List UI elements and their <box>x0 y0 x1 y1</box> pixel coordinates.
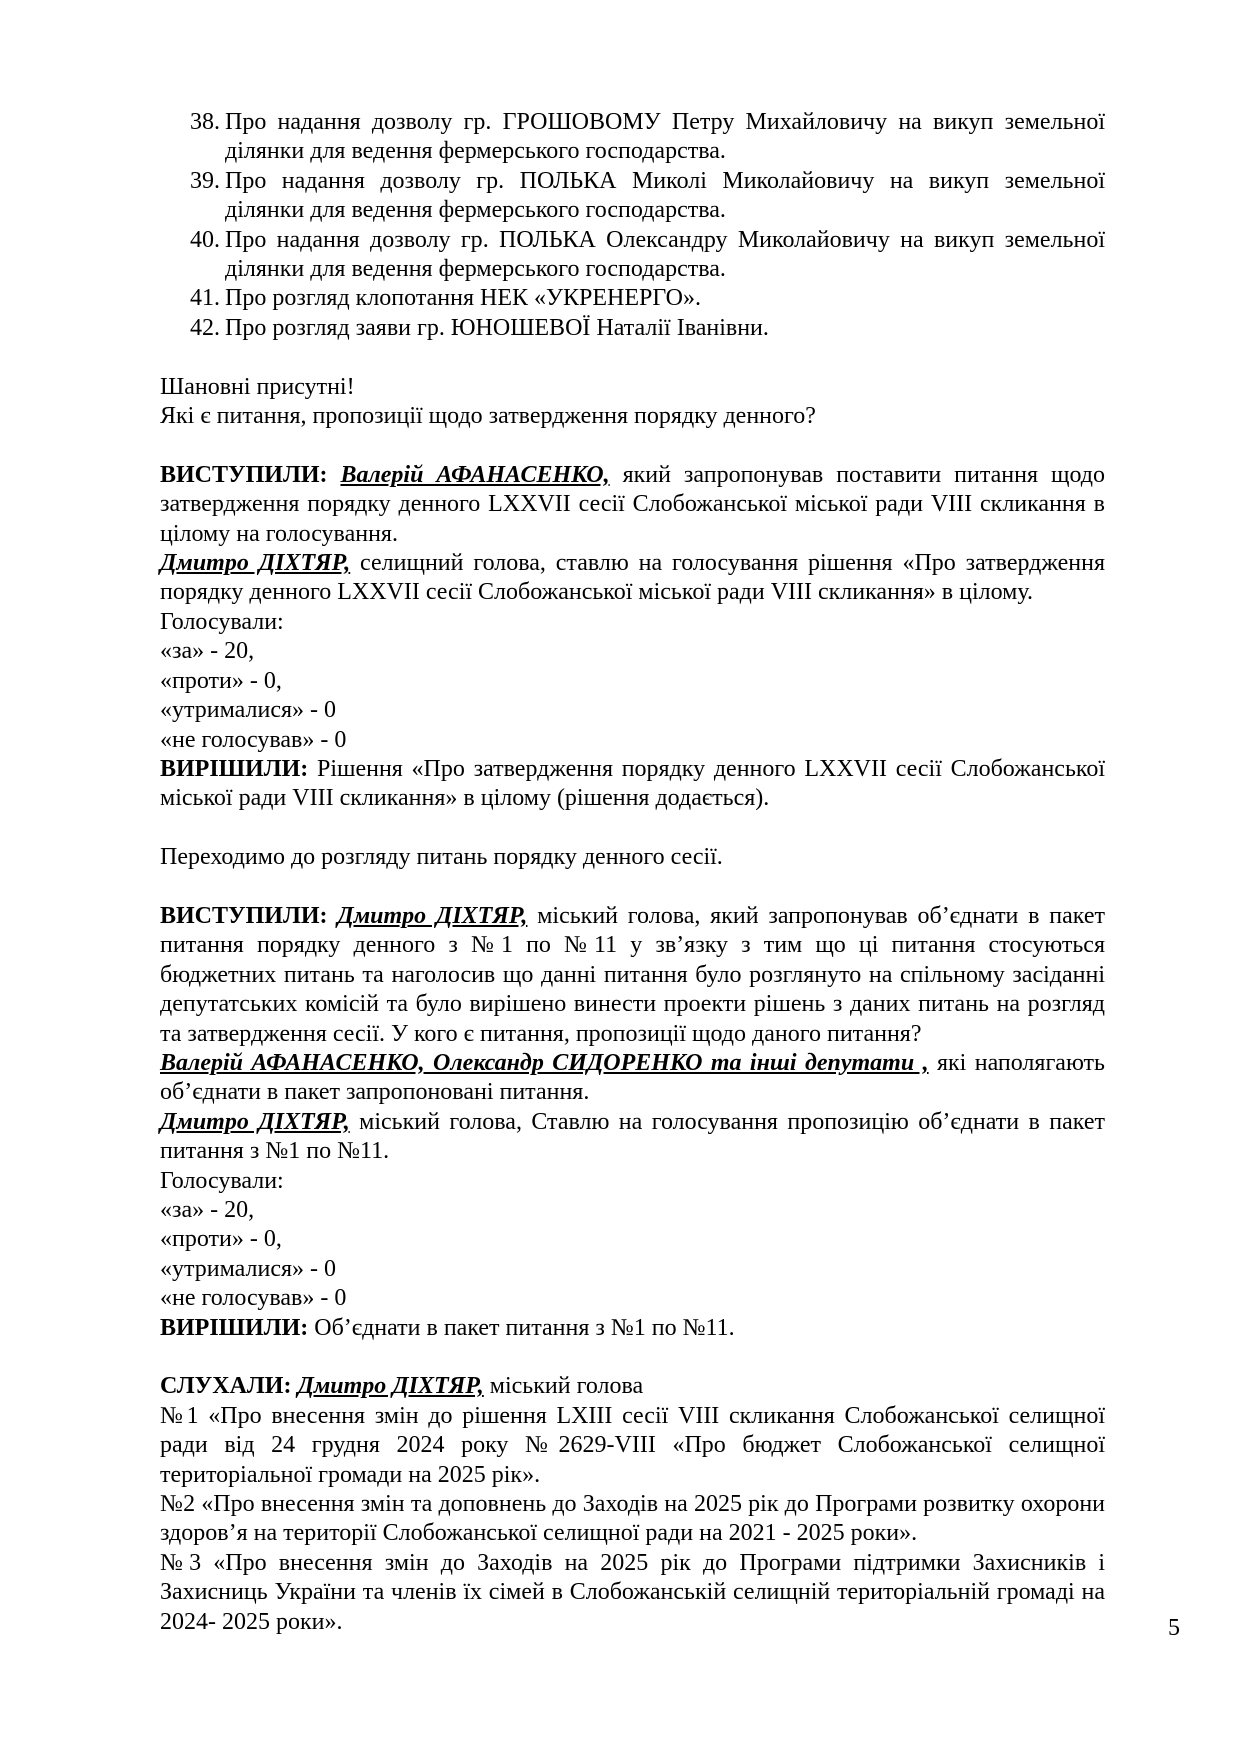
package-question-1: №1 «Про внесення змін до рішення LXIII сесії VIII скликання Слобожанської селищної ради від 24 грудня 2024 року №2629-VIII «Про бюджет Слобожанської селищної територіальної громади на 2025 рік». <box>160 1402 1105 1488</box>
spacer <box>160 1343 1105 1372</box>
speaker-name: Дмитро ДІХТЯР, <box>160 1108 350 1135</box>
speech-text: міський голова, Ставлю на голосування пропозицію об’єднати в пакет питання з №1 по №11. <box>160 1108 1105 1165</box>
vote-line-against: «проти» - 0, <box>160 667 282 694</box>
page-number: 5 <box>1168 1615 1180 1641</box>
speaker-name: Дмитро ДІХТЯР, <box>337 902 528 929</box>
agenda-item-text: Про надання дозволу гр. ПОЛЬКА Миколі Миколайовичу на викуп земельної ділянки для ведення фермерського господарства. <box>225 167 1105 224</box>
vote-line-not-voted: «не голосував» - 0 <box>160 726 347 753</box>
spacer <box>160 873 1105 902</box>
vote-line-abstained: «утрималися» - 0 <box>160 697 337 724</box>
agenda-item-41 <box>160 284 1105 313</box>
agenda-item-text: Про надання дозволу гр. ПОЛЬКА Олександру Миколайовичу на викуп земельної ділянки для ведення фермерського господарства. <box>225 226 1105 283</box>
agenda-item-38 <box>160 108 1105 167</box>
salutation-line: Шановні присутні! <box>160 373 355 400</box>
agenda-item-number: 40. <box>190 226 220 253</box>
spacer <box>160 814 1105 843</box>
heard-paragraph <box>160 1372 1105 1401</box>
agenda-item-number: 39. <box>190 167 220 194</box>
speech-text: селищний голова, ставлю на голосування рішення «Про затвердження порядку денного LXXVII сесії Слобожанської міської ради VIII скликання» в цілому. <box>160 550 1106 606</box>
vote-line-for: «за» - 20, <box>160 638 255 665</box>
agenda-item-text: Про надання дозволу гр. ГРОШОВОМУ Петру Михайловичу на викуп земельної ділянки для ведення фермерського господарства. <box>225 109 1105 165</box>
voting-label: Голосували: <box>160 608 284 635</box>
speaker-name: Дмитро ДІХТЯР, <box>297 1373 484 1400</box>
speaker-role: міський голова <box>483 1373 644 1400</box>
decision-text: Рішення «Про затвердження порядку денного LXXVII сесії Слобожанської міської ради VIII скликання» в цілому (рішення додається). <box>160 755 1105 812</box>
heard-heading: СЛУХАЛИ: <box>160 1373 298 1400</box>
spoke-heading: ВИСТУПИЛИ: <box>160 461 341 488</box>
vote-line-for: «за» - 20, <box>160 1196 255 1223</box>
agenda-list <box>160 108 1105 343</box>
agenda-item-39 <box>160 167 1105 226</box>
package-question-3: №3 «Про внесення змін до Заходів на 2025 рік до Програми підтримки Захисників і Захисниць України та членів їх сімей в Слобожанській селищній територіальній громаді на 2024- 2025 роки». <box>160 1549 1105 1635</box>
spoke-heading: ВИСТУПИЛИ: <box>160 902 338 929</box>
speeches-1-paragraph-1 <box>160 461 1105 549</box>
agenda-question-line: Які є питання, пропозиції щодо затвердження порядку денного? <box>160 403 816 430</box>
agenda-item-text: Про розгляд клопотання НЕК «УКРЕНЕРГО». <box>225 285 701 312</box>
speaker-name: Дмитро ДІХТЯР, <box>160 550 351 577</box>
spacer <box>160 431 1105 460</box>
speech-text: міський голова, який запропонував об’єднати в пакет питання порядку денного з №1 по №11 у зв’язку з тим що ці питання стосуються бюджетних питань та наголосив що данні питання було розглянуто на спільному засіданні депутатських комісій та було вирішено винести проекти рішень з даних питань на розгляд та затвердження сесії. У кого є питання, пропозиції щодо даного питання? <box>160 902 1106 1047</box>
decision-1-paragraph <box>160 755 1105 814</box>
speaker-names: Валерій АФАНАСЕНКО, Олександр СИДОРЕНКО та інші депутати , <box>160 1049 929 1076</box>
agenda-item-40 <box>160 226 1105 285</box>
speaker-name: Валерій АФАНАСЕНКО, <box>340 461 610 488</box>
spacer <box>160 343 1105 372</box>
speech-text: який запропонував поставити питання щодо затвердження порядку денного LXXVII сесії Слобожанської міської ради VIII скликання в цілому на голосування. <box>160 461 1105 547</box>
agenda-item-number: 38. <box>190 109 220 135</box>
speeches-2-paragraph-1 <box>160 902 1105 1049</box>
agenda-item-text: Про розгляд заяви гр. ЮНОШЕВОЇ Наталії Іванівни. <box>225 314 769 341</box>
decision-heading: ВИРІШИЛИ: <box>160 755 309 782</box>
package-question-2: №2 «Про внесення змін та доповнень до Заходів на 2025 рік до Програми розвитку охорони здоров’я на території Слобожанської селищної ради на 2021 - 2025 роки». <box>160 1491 1105 1547</box>
speeches-2-paragraph-2 <box>160 1049 1105 1108</box>
voting-label: Голосували: <box>160 1167 284 1194</box>
agenda-item-number: 41. <box>190 285 220 312</box>
agenda-item-number: 42. <box>190 314 220 341</box>
transition-line: Переходимо до розгляду питань порядку денного сесії. <box>160 844 723 871</box>
decision-heading: ВИРІШИЛИ: <box>160 1314 309 1341</box>
decision-2-paragraph <box>160 1314 1105 1343</box>
vote-line-abstained: «утрималися» - 0 <box>160 1255 337 1282</box>
vote-line-against: «проти» - 0, <box>160 1226 282 1253</box>
speech-text: які наполягають об’єднати в пакет запропоновані питання. <box>160 1049 1105 1106</box>
agenda-item-42 <box>160 314 1105 343</box>
speeches-1-paragraph-2 <box>160 549 1105 608</box>
vote-line-not-voted: «не голосував» - 0 <box>160 1285 347 1312</box>
decision-text: Об’єднати в пакет питання з №1 по №11. <box>308 1314 735 1341</box>
speeches-2-paragraph-3 <box>160 1108 1105 1167</box>
